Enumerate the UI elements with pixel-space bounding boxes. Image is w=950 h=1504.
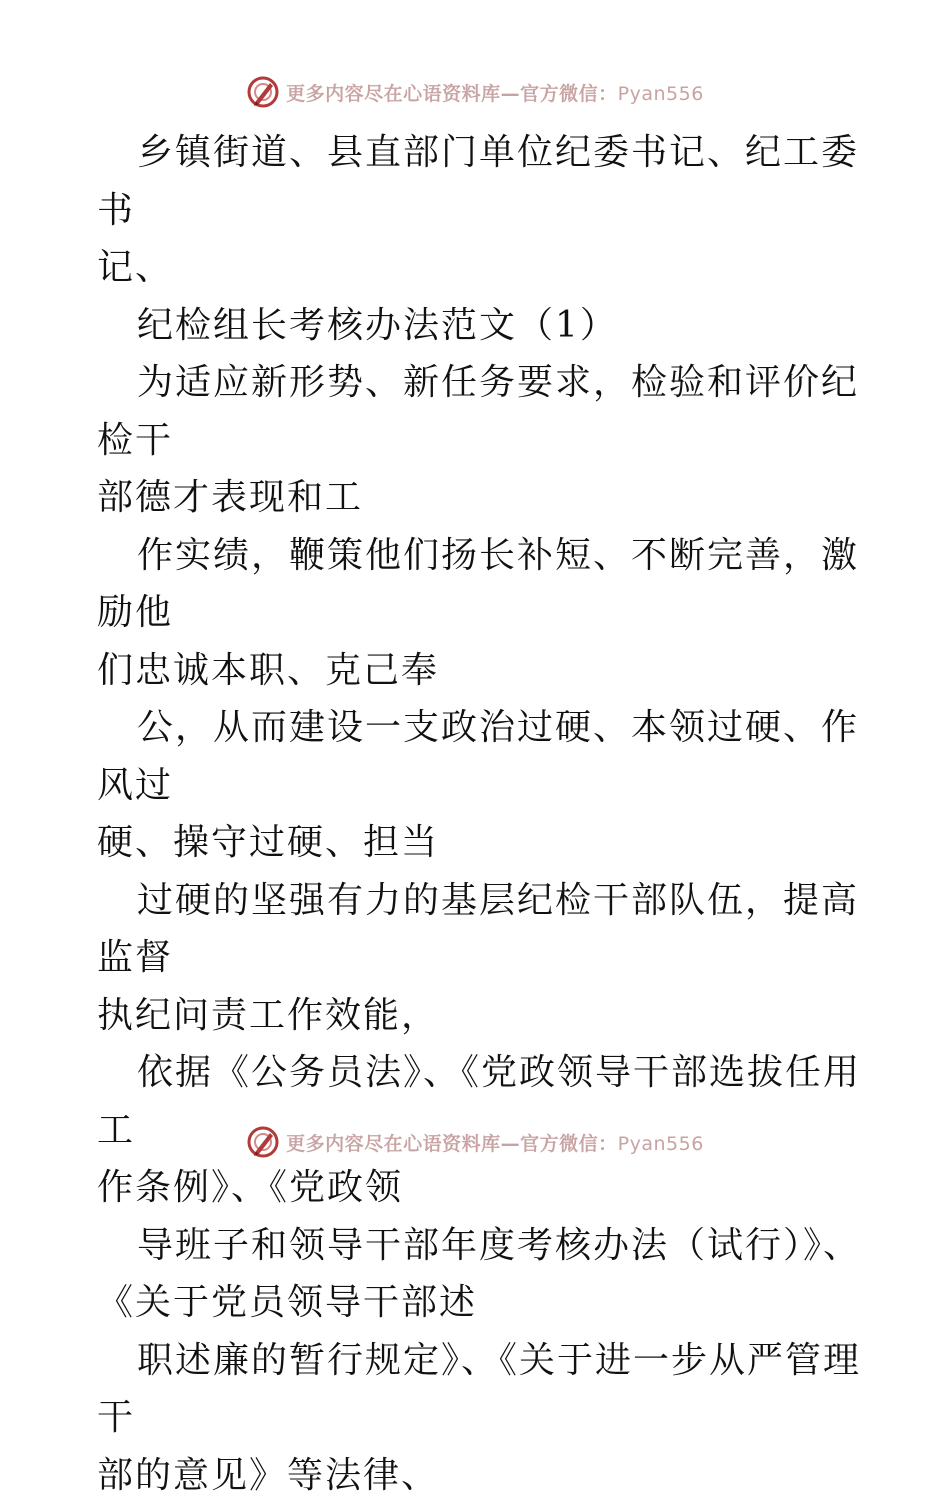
- paragraph-5: 公，从而建设一支政治过硬、本领过硬、作风过 硬、操守过硬、担当: [97, 699, 877, 872]
- paragraph-6: 过硬的坚强有力的基层纪检干部队伍，提高监督 执纪问责工作效能，: [97, 872, 877, 1045]
- pen-circle-logo-icon: [246, 75, 280, 109]
- watermark-wechat-id: Pyan556: [618, 83, 704, 105]
- document-body: [97, 124, 877, 1504]
- paragraph-1: 乡镇街道、县直部门单位纪委书记、纪工委书 记、: [97, 124, 877, 297]
- watermark-wechat-id: Pyan556: [618, 1133, 704, 1155]
- paragraph-2: 纪检组长考核办法范文（1）: [97, 297, 877, 355]
- paragraph-3: 为适应新形势、新任务要求，检验和评价纪检干 部德才表现和工: [97, 354, 877, 527]
- pen-circle-logo-icon: [246, 1125, 280, 1159]
- footer-watermark: [0, 1122, 950, 1162]
- paragraph-8: 导班子和领导干部年度考核办法（试行）》、 《关于党员领导干部述: [97, 1217, 877, 1332]
- paragraph-4: 作实绩，鞭策他们扬长补短、不断完善，激励他 们忠诚本职、克己奉: [97, 527, 877, 700]
- watermark-text: 更多内容尽在心语资料库—官方微信：Pyan556: [286, 79, 704, 106]
- paragraph-7: 依据《公务员法》、《党政领导干部选拔任用工 作条例》、《党政领: [97, 1044, 877, 1217]
- header-watermark: [0, 72, 950, 112]
- paragraph-9: 职述廉的暂行规定》、《关于进一步从严管理干 部的意见》等法律、: [97, 1332, 877, 1504]
- watermark-text: 更多内容尽在心语资料库—官方微信：Pyan556: [286, 1129, 704, 1156]
